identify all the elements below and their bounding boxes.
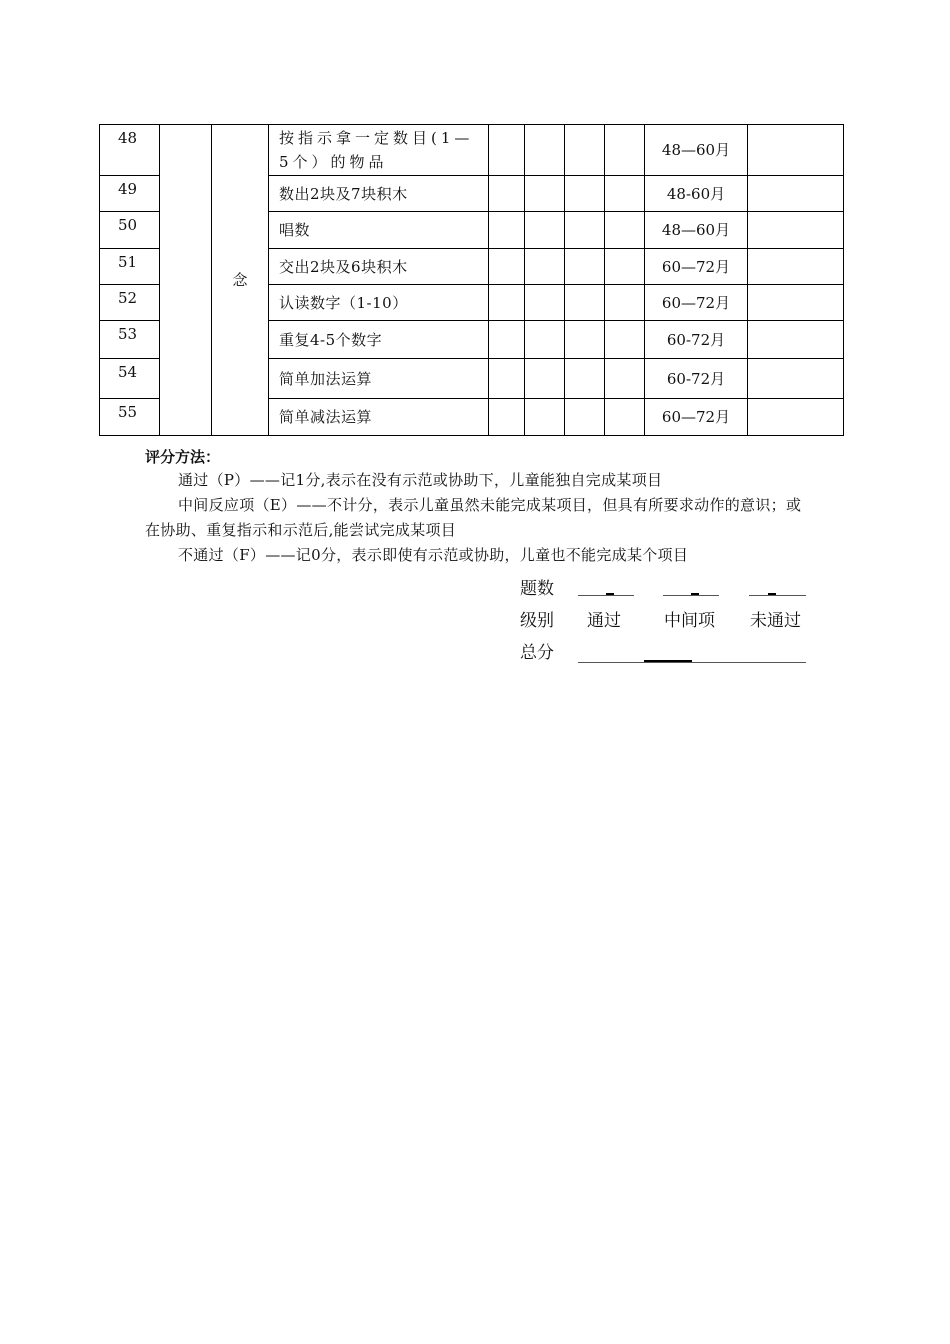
score-cell[interactable] bbox=[525, 285, 565, 321]
age-range: 48-60月 bbox=[645, 176, 748, 212]
emerge-count-blank[interactable] bbox=[663, 595, 719, 596]
category-cell: 念 bbox=[212, 125, 269, 436]
total-row bbox=[520, 638, 820, 670]
score-cell[interactable] bbox=[605, 321, 645, 359]
score-cell[interactable] bbox=[525, 359, 565, 399]
scoring-emerge: 中间反应项（E）——不计分，表示儿童虽然未能完成某项目，但具有所要求动作的意识；或在协助、重复指示和示范后,能尝试完成某项目 bbox=[145, 496, 802, 539]
item-number: 54 bbox=[100, 359, 160, 399]
scoring-fail: 不通过（F）——记0分，表示即使有示范或协助，儿童也不能完成某个项目 bbox=[178, 546, 689, 564]
score-cell[interactable] bbox=[489, 321, 525, 359]
item-description: 认读数字（1-10） bbox=[269, 285, 489, 321]
item-description: 重复4-5个数字 bbox=[269, 321, 489, 359]
note-cell[interactable] bbox=[748, 249, 844, 285]
level-fail: 未通过 bbox=[750, 611, 801, 631]
score-cell[interactable] bbox=[605, 399, 645, 436]
score-cell[interactable] bbox=[565, 212, 605, 249]
score-cell[interactable] bbox=[489, 285, 525, 321]
age-range: 60—72月 bbox=[645, 399, 748, 436]
score-cell[interactable] bbox=[489, 249, 525, 285]
item-description: 简单减法运算 bbox=[269, 399, 489, 436]
item-number: 53 bbox=[100, 321, 160, 359]
note-cell[interactable] bbox=[748, 321, 844, 359]
score-cell[interactable] bbox=[525, 176, 565, 212]
score-cell[interactable] bbox=[489, 125, 525, 176]
score-cell[interactable] bbox=[525, 321, 565, 359]
age-range: 60—72月 bbox=[645, 249, 748, 285]
score-cell[interactable] bbox=[565, 125, 605, 176]
score-cell[interactable] bbox=[605, 285, 645, 321]
total-blank[interactable] bbox=[578, 662, 806, 663]
note-cell[interactable] bbox=[748, 176, 844, 212]
score-cell[interactable] bbox=[565, 285, 605, 321]
item-description: 唱数 bbox=[269, 212, 489, 249]
total-label: 总分 bbox=[520, 643, 554, 663]
item-number: 52 bbox=[100, 285, 160, 321]
scoring-pass: 通过（P）——记1分,表示在没有示范或协助下，儿童能独自完成某项目 bbox=[178, 471, 663, 489]
score-cell[interactable] bbox=[525, 249, 565, 285]
age-range: 48—60月 bbox=[645, 125, 748, 176]
item-description: 简单加法运算 bbox=[269, 359, 489, 399]
count-row bbox=[520, 574, 820, 606]
item-number: 55 bbox=[100, 399, 160, 436]
score-cell[interactable] bbox=[605, 249, 645, 285]
score-cell[interactable] bbox=[605, 176, 645, 212]
level-emerge: 中间项 bbox=[664, 611, 715, 631]
score-cell[interactable] bbox=[605, 125, 645, 176]
score-cell[interactable] bbox=[565, 321, 605, 359]
age-range: 48—60月 bbox=[645, 212, 748, 249]
item-number: 51 bbox=[100, 249, 160, 285]
note-cell[interactable] bbox=[748, 399, 844, 436]
score-cell[interactable] bbox=[565, 176, 605, 212]
note-cell[interactable] bbox=[748, 212, 844, 249]
age-range: 60—72月 bbox=[645, 285, 748, 321]
score-summary bbox=[520, 574, 820, 670]
table-row bbox=[100, 125, 844, 176]
score-cell[interactable] bbox=[605, 359, 645, 399]
score-cell[interactable] bbox=[489, 359, 525, 399]
level-label: 级别 bbox=[520, 611, 554, 631]
scoring-title: 评分方法： bbox=[145, 448, 221, 466]
age-range: 60-72月 bbox=[645, 321, 748, 359]
count-label: 题数 bbox=[520, 579, 554, 599]
item-description: 按指示拿一定数目(1—5个）的物品 bbox=[269, 125, 489, 176]
note-cell[interactable] bbox=[748, 285, 844, 321]
scoring-method bbox=[145, 446, 815, 568]
score-cell[interactable] bbox=[525, 399, 565, 436]
item-number: 48 bbox=[100, 125, 160, 176]
item-number: 49 bbox=[100, 176, 160, 212]
score-cell[interactable] bbox=[565, 399, 605, 436]
score-cell[interactable] bbox=[565, 249, 605, 285]
note-cell[interactable] bbox=[748, 125, 844, 176]
domain-cell bbox=[160, 125, 212, 436]
score-cell[interactable] bbox=[489, 212, 525, 249]
item-description: 数出2块及7块积木 bbox=[269, 176, 489, 212]
pass-count-blank[interactable] bbox=[578, 595, 634, 596]
score-cell[interactable] bbox=[525, 212, 565, 249]
level-row bbox=[520, 606, 820, 638]
score-cell[interactable] bbox=[489, 399, 525, 436]
score-cell[interactable] bbox=[525, 125, 565, 176]
item-number: 50 bbox=[100, 212, 160, 249]
score-cell[interactable] bbox=[565, 359, 605, 399]
assessment-table bbox=[99, 124, 844, 436]
score-cell[interactable] bbox=[489, 176, 525, 212]
level-pass: 通过 bbox=[587, 611, 621, 631]
age-range: 60-72月 bbox=[645, 359, 748, 399]
fail-count-blank[interactable] bbox=[749, 595, 806, 596]
score-cell[interactable] bbox=[605, 212, 645, 249]
note-cell[interactable] bbox=[748, 359, 844, 399]
item-description: 交出2块及6块积木 bbox=[269, 249, 489, 285]
